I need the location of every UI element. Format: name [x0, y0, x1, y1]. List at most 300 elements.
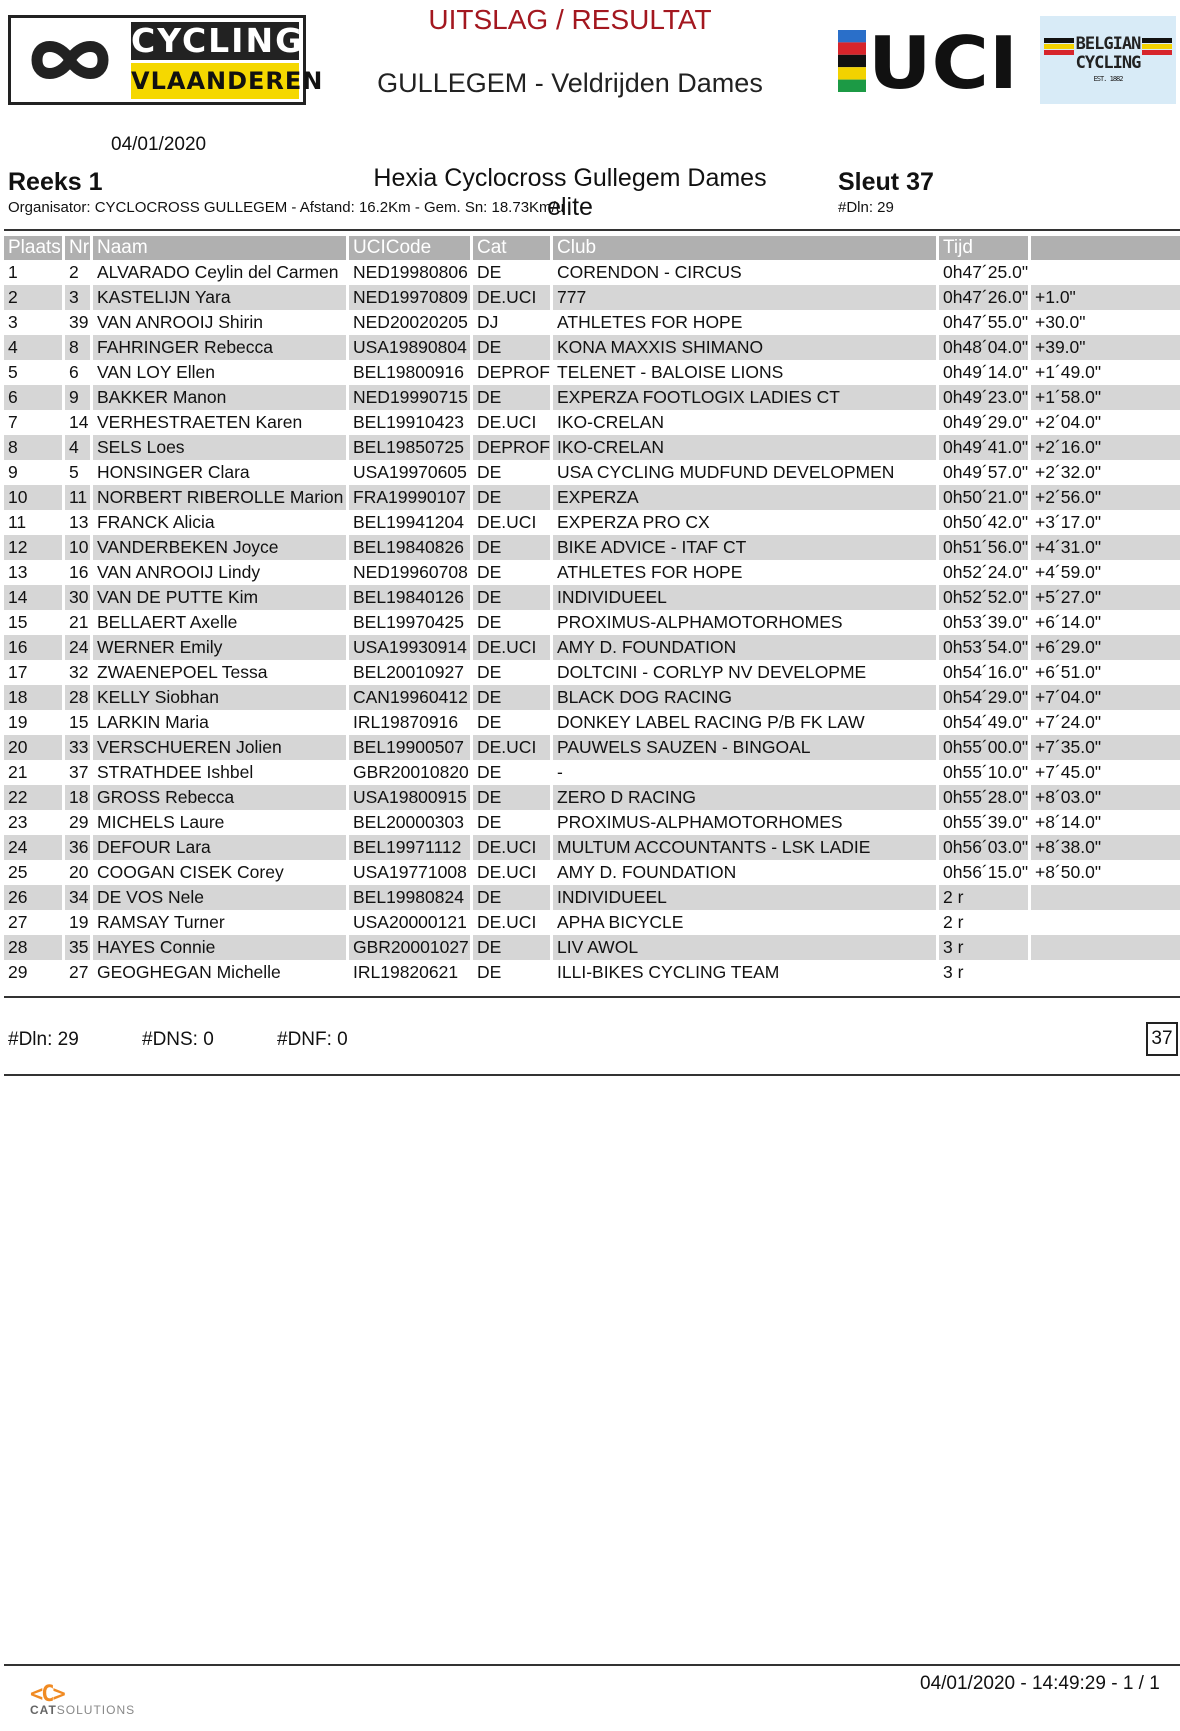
col-cat-cell: DE [473, 660, 553, 685]
col-tijd-cell: 0h54´16.0" [939, 660, 1031, 685]
col-naam-cell: STRATHDEE Ishbel [93, 760, 349, 785]
summary-dln: #Dln: 29 [8, 1029, 79, 1050]
col-cat-cell: DE.UCI [473, 860, 553, 885]
col-naam-cell: RAMSAY Turner [93, 910, 349, 935]
col-nr-cell: 8 [65, 335, 93, 360]
table-row [4, 285, 1180, 310]
col-gap-cell: +8´03.0" [1031, 785, 1180, 810]
col-tijd-cell: 0h49´41.0" [939, 435, 1031, 460]
col-cat-cell: DE [473, 485, 553, 510]
col-nr-cell: 34 [65, 885, 93, 910]
race-name: Hexia Cyclocross Gullegem Dames elite [373, 164, 767, 221]
col-tijd-cell: 3 r [939, 960, 1031, 985]
col-gap-cell: +8´50.0" [1035, 862, 1102, 882]
results-table [4, 236, 1180, 985]
col-plaats-cell: 2 [4, 285, 65, 310]
col-naam-header: Naam [93, 236, 349, 260]
col-gap-cell: +3´17.0" [1035, 512, 1102, 532]
table-row [4, 860, 1180, 885]
col-club-cell: EXPERZA [553, 485, 939, 510]
col-nr-cell: 32 [65, 660, 93, 685]
col-club-cell: IKO-CRELAN [553, 435, 939, 460]
col-naam-cell: VANDERBEKEN Joyce [93, 535, 349, 560]
col-naam-cell: ALVARADO Ceylin del Carmen [93, 260, 349, 285]
col-ucicode-cell: IRL19870916 [349, 710, 473, 735]
table-row [4, 560, 1180, 585]
col-cat-cell: DE [473, 335, 553, 360]
col-gap-cell: +30.0" [1035, 312, 1086, 332]
col-tijd-cell: 0h50´42.0" [939, 510, 1031, 535]
col-ucicode-header: UCICode [349, 236, 473, 260]
col-plaats-cell: 23 [4, 810, 65, 835]
col-tijd-cell: 0h49´14.0" [939, 360, 1031, 385]
col-plaats-cell: 15 [4, 610, 65, 635]
col-nr-cell: 36 [65, 835, 93, 860]
col-nr-cell: 16 [65, 560, 93, 585]
col-club-cell: ATHLETES FOR HOPE [553, 560, 939, 585]
table-row [4, 485, 1180, 510]
col-club-cell: CORENDON - CIRCUS [553, 260, 939, 285]
col-club-cell: INDIVIDUEEL [553, 885, 939, 910]
col-gap-cell: +7´24.0" [1035, 712, 1102, 732]
col-tijd-cell: 0h55´10.0" [939, 760, 1031, 785]
table-row [4, 410, 1180, 435]
col-tijd-cell: 0h49´29.0" [939, 410, 1031, 435]
col-tijd-cell: 0h47´55.0" [939, 310, 1031, 335]
col-ucicode-cell: GBR20001027 [349, 935, 473, 960]
table-row [4, 910, 1180, 935]
col-naam-cell: FAHRINGER Rebecca [93, 335, 349, 360]
col-ucicode-cell: NED19990715 [349, 385, 473, 410]
col-tijd-cell: 2 r [939, 885, 1031, 910]
col-nr-cell: 33 [65, 735, 93, 760]
col-gap-cell: +5´27.0" [1031, 585, 1180, 610]
col-nr-cell: 11 [65, 485, 93, 510]
col-club-cell: ILLI-BIKES CYCLING TEAM [553, 960, 939, 985]
col-nr-cell: 21 [65, 610, 93, 635]
table-row [4, 635, 1180, 660]
col-naam-cell: BAKKER Manon [93, 385, 349, 410]
table-row [4, 585, 1180, 610]
col-nr-cell: 4 [65, 435, 93, 460]
col-cat-cell: DE.UCI [473, 735, 553, 760]
table-row [4, 385, 1180, 410]
cycling-vlaanderen-logo [8, 15, 324, 105]
col-plaats-cell: 13 [4, 560, 65, 585]
col-nr-cell: 30 [65, 585, 93, 610]
col-naam-cell: VAN ANROOIJ Lindy [93, 560, 349, 585]
uci-logo-text: UCI [868, 30, 1018, 92]
col-naam-cell: VERSCHUEREN Jolien [93, 735, 349, 760]
col-gap-cell: +7´04.0" [1031, 685, 1180, 710]
col-naam-cell: COOGAN CISEK Corey [93, 860, 349, 885]
col-ucicode-cell: BEL19840826 [349, 535, 473, 560]
col-nr-cell: 14 [65, 410, 93, 435]
col-tijd-cell: 0h55´28.0" [939, 785, 1031, 810]
col-cat-cell: DE [473, 685, 553, 710]
col-tijd-header: Tijd [939, 236, 1031, 260]
col-plaats-cell: 16 [4, 635, 65, 660]
infinity-icon [15, 22, 125, 98]
col-cat-cell: DE.UCI [473, 410, 553, 435]
col-plaats-cell: 1 [4, 260, 65, 285]
table-row [4, 810, 1180, 835]
col-plaats-cell: 6 [4, 385, 65, 410]
uci-logo [838, 30, 1018, 92]
col-cat-cell: DE [473, 760, 553, 785]
col-club-cell: EXPERZA FOOTLOGIX LADIES CT [553, 385, 939, 410]
col-gap-header [1031, 236, 1180, 260]
col-club-cell: DOLTCINI - CORLYP NV DEVELOPME [553, 660, 939, 685]
col-club-cell: 777 [553, 285, 939, 310]
page-title: UITSLAG / RESULTAT [428, 4, 712, 35]
col-cat-cell: DJ [473, 310, 553, 335]
col-tijd-cell: 0h54´29.0" [939, 685, 1031, 710]
col-cat-cell: DE [473, 810, 553, 835]
col-naam-cell: LARKIN Maria [93, 710, 349, 735]
col-club-cell: AMY D. FOUNDATION [553, 635, 939, 660]
col-plaats-cell: 25 [4, 860, 65, 885]
col-cat-cell: DE [473, 385, 553, 410]
col-gap-cell: +1´58.0" [1031, 385, 1180, 410]
col-nr-cell: 18 [65, 785, 93, 810]
col-club-cell: PROXIMUS-ALPHAMOTORHOMES [553, 810, 939, 835]
col-tijd-cell: 2 r [939, 910, 1031, 935]
col-club-cell: ZERO D RACING [553, 785, 939, 810]
table-row [4, 935, 1180, 960]
col-tijd-cell: 0h53´39.0" [939, 610, 1031, 635]
col-club-cell: - [553, 760, 939, 785]
col-plaats-cell: 7 [4, 410, 65, 435]
col-ucicode-cell: IRL19820621 [349, 960, 473, 985]
table-row [4, 685, 1180, 710]
table-row [4, 960, 1180, 985]
col-plaats-cell: 10 [4, 485, 65, 510]
belgian-cycling-logo [1040, 16, 1176, 104]
col-gap-cell: +8´14.0" [1035, 812, 1102, 832]
col-cat-cell: DE [473, 560, 553, 585]
col-naam-cell: KASTELIJN Yara [93, 285, 349, 310]
table-row [4, 885, 1180, 910]
table-row [4, 335, 1180, 360]
col-nr-cell: 5 [65, 460, 93, 485]
col-cat-cell: DE.UCI [473, 910, 553, 935]
table-row [4, 710, 1180, 735]
col-cat-cell: DE.UCI [473, 835, 553, 860]
col-plaats-cell: 28 [4, 935, 65, 960]
col-gap-cell [1031, 910, 1180, 935]
col-tijd-cell: 0h51´56.0" [939, 535, 1031, 560]
col-naam-cell: HONSINGER Clara [93, 460, 349, 485]
col-cat-header: Cat [473, 236, 553, 260]
col-ucicode-cell: USA19800915 [349, 785, 473, 810]
bc-logo-line3: EST. 1882 [1093, 75, 1123, 83]
col-tijd-cell: 0h52´52.0" [939, 585, 1031, 610]
logo-word-cycling: CYCLING [131, 21, 305, 60]
col-plaats-cell: 3 [4, 310, 65, 335]
col-ucicode-cell: BEL19970425 [349, 610, 473, 635]
col-tijd-cell: 0h49´57.0" [939, 460, 1031, 485]
summary-dnf: #DNF: 0 [277, 1029, 348, 1050]
col-nr-cell: 37 [65, 760, 93, 785]
col-plaats-cell: 9 [4, 460, 65, 485]
col-plaats-cell: 29 [4, 960, 65, 985]
col-ucicode-cell: BEL20010927 [349, 660, 473, 685]
col-plaats-cell: 27 [4, 910, 65, 935]
col-plaats-cell: 18 [4, 685, 65, 710]
col-ucicode-cell: USA19890804 [349, 335, 473, 360]
col-gap-cell: +7´35.0" [1031, 735, 1180, 760]
bc-logo-line1: BELGIAN [1075, 34, 1141, 54]
table-bottom-divider [4, 996, 1180, 998]
col-club-cell: EXPERZA PRO CX [553, 510, 939, 535]
col-ucicode-cell: USA19771008 [349, 860, 473, 885]
table-row [4, 735, 1180, 760]
col-gap-cell [1031, 885, 1180, 910]
col-plaats-cell: 26 [4, 885, 65, 910]
event-subtitle: GULLEGEM - Veldrijden Dames [377, 68, 763, 98]
col-ucicode-cell: GBR20010820 [349, 760, 473, 785]
col-ucicode-cell: BEL19971112 [349, 835, 473, 860]
col-club-cell: BLACK DOG RACING [553, 685, 939, 710]
table-body [4, 260, 1180, 985]
table-row [4, 660, 1180, 685]
col-club-cell: USA CYCLING MUDFUND DEVELOPMEN [553, 460, 939, 485]
col-naam-cell: VAN ANROOIJ Shirin [93, 310, 349, 335]
table-row [4, 460, 1180, 485]
table-row [4, 610, 1180, 635]
col-gap-cell: +2´04.0" [1035, 412, 1102, 432]
col-nr-cell: 2 [65, 260, 93, 285]
col-nr-cell: 20 [65, 860, 93, 885]
sleut-label: Sleut 37 [838, 168, 934, 196]
col-cat-cell: DE [473, 535, 553, 560]
catsolutions-rest: SOLUTIONS [56, 1703, 136, 1717]
col-plaats-cell: 5 [4, 360, 65, 385]
col-gap-cell: +6´14.0" [1035, 612, 1102, 632]
col-plaats-cell: 8 [4, 435, 65, 460]
col-plaats-cell: 14 [4, 585, 65, 610]
col-gap-cell: +7´45.0" [1035, 762, 1102, 782]
col-ucicode-cell: USA20000121 [349, 910, 473, 935]
col-ucicode-cell: BEL20000303 [349, 810, 473, 835]
col-ucicode-cell: BEL19941204 [349, 510, 473, 535]
col-naam-cell: SELS Loes [93, 435, 349, 460]
col-plaats-cell: 24 [4, 835, 65, 860]
col-cat-cell: DEPROF [473, 435, 553, 460]
col-plaats-cell: 19 [4, 710, 65, 735]
table-row [4, 310, 1180, 335]
table-row [4, 785, 1180, 810]
col-plaats-cell: 21 [4, 760, 65, 785]
col-gap-cell: +2´32.0" [1035, 462, 1102, 482]
col-plaats-cell: 11 [4, 510, 65, 535]
col-ucicode-cell: NED19980806 [349, 260, 473, 285]
col-ucicode-cell: BEL19900507 [349, 735, 473, 760]
col-nr-cell: 10 [65, 535, 93, 560]
col-nr-cell: 9 [65, 385, 93, 410]
col-ucicode-cell: BEL19850725 [349, 435, 473, 460]
table-row [4, 535, 1180, 560]
col-cat-cell: DE [473, 935, 553, 960]
col-cat-cell: DE [473, 710, 553, 735]
col-nr-cell: 15 [65, 710, 93, 735]
col-tijd-cell: 0h56´03.0" [939, 835, 1031, 860]
col-plaats-cell: 4 [4, 335, 65, 360]
race-date: 04/01/2020 [111, 134, 207, 155]
col-naam-cell: DE VOS Nele [93, 885, 349, 910]
catsolutions-symbol: <C> [30, 1682, 64, 1707]
page-number-box: 37 [1146, 1022, 1178, 1056]
col-tijd-cell: 0h53´54.0" [939, 635, 1031, 660]
col-ucicode-cell: FRA19990107 [349, 485, 473, 510]
col-cat-cell: DE [473, 460, 553, 485]
col-club-cell: IKO-CRELAN [553, 410, 939, 435]
col-gap-cell: +4´31.0" [1031, 535, 1180, 560]
col-gap-cell: +6´29.0" [1031, 635, 1180, 660]
col-club-cell: AMY D. FOUNDATION [553, 860, 939, 885]
table-header-row [4, 236, 1180, 260]
logo-word-vlaanderen: VLAANDEREN [131, 63, 299, 99]
col-nr-cell: 28 [65, 685, 93, 710]
col-cat-cell: DEPROF [473, 360, 553, 385]
table-row [4, 760, 1180, 785]
col-ucicode-cell: BEL19800916 [349, 360, 473, 385]
col-club-cell: MULTUM ACCOUNTANTS - LSK LADIE [553, 835, 939, 860]
footer-timestamp: 04/01/2020 - 14:49:29 - 1 / 1 [920, 1673, 1160, 1694]
col-tijd-cell: 3 r [939, 935, 1031, 960]
col-nr-cell: 3 [65, 285, 93, 310]
col-naam-cell: BELLAERT Axelle [93, 610, 349, 635]
col-gap-cell: +2´16.0" [1031, 435, 1180, 460]
col-nr-cell: 6 [65, 360, 93, 385]
col-naam-cell: VERHESTRAETEN Karen [93, 410, 349, 435]
col-nr-cell: 29 [65, 810, 93, 835]
table-row [4, 435, 1180, 460]
col-naam-cell: GEOGHEGAN Michelle [93, 960, 349, 985]
col-cat-cell: DE [473, 610, 553, 635]
catsolutions-logo [30, 1682, 135, 1717]
col-cat-cell: DE.UCI [473, 285, 553, 310]
col-gap-cell [1031, 935, 1180, 960]
col-gap-cell: +4´59.0" [1035, 562, 1102, 582]
table-row [4, 360, 1180, 385]
col-club-cell: PAUWELS SAUZEN - BINGOAL [553, 735, 939, 760]
table-row [4, 510, 1180, 535]
col-club-cell: BIKE ADVICE - ITAF CT [553, 535, 939, 560]
col-ucicode-cell: NED20020205 [349, 310, 473, 335]
reeks-label: Reeks 1 [8, 168, 103, 196]
col-club-header: Club [553, 236, 939, 260]
col-club-cell: TELENET - BALOISE LIONS [553, 360, 939, 385]
col-plaats-header: Plaats [4, 236, 65, 260]
col-gap-cell: +1.0" [1031, 285, 1180, 310]
col-ucicode-cell: USA19970605 [349, 460, 473, 485]
col-cat-cell: DE [473, 585, 553, 610]
col-gap-cell: +8´38.0" [1031, 835, 1180, 860]
footer-divider [4, 1664, 1180, 1666]
col-ucicode-cell: BEL19840126 [349, 585, 473, 610]
col-naam-cell: GROSS Rebecca [93, 785, 349, 810]
col-club-cell: PROXIMUS-ALPHAMOTORHOMES [553, 610, 939, 635]
col-nr-header: Nr [65, 236, 93, 260]
col-nr-cell: 35 [65, 935, 93, 960]
col-club-cell: INDIVIDUEEL [553, 585, 939, 610]
col-gap-cell [1031, 960, 1180, 985]
col-cat-cell: DE.UCI [473, 510, 553, 535]
col-gap-cell: +2´56.0" [1031, 485, 1180, 510]
col-naam-cell: KELLY Siobhan [93, 685, 349, 710]
col-gap-cell: +1´49.0" [1035, 362, 1102, 382]
col-ucicode-cell: CAN19960412 [349, 685, 473, 710]
col-naam-cell: FRANCK Alicia [93, 510, 349, 535]
table-row [4, 260, 1180, 285]
col-cat-cell: DE [473, 885, 553, 910]
col-club-cell: LIV AWOL [553, 935, 939, 960]
col-plaats-cell: 12 [4, 535, 65, 560]
col-cat-cell: DE [473, 785, 553, 810]
col-cat-cell: DE [473, 260, 553, 285]
col-ucicode-cell: USA19930914 [349, 635, 473, 660]
col-tijd-cell: 0h50´21.0" [939, 485, 1031, 510]
col-club-cell: DONKEY LABEL RACING P/B FK LAW [553, 710, 939, 735]
col-naam-cell: MICHELS Laure [93, 810, 349, 835]
col-cat-cell: DE [473, 960, 553, 985]
col-naam-cell: NORBERT RIBEROLLE Marion [93, 485, 349, 510]
col-tijd-cell: 0h56´15.0" [939, 860, 1031, 885]
col-gap-cell: +39.0" [1031, 335, 1180, 360]
col-club-cell: KONA MAXXIS SHIMANO [553, 335, 939, 360]
col-naam-cell: HAYES Connie [93, 935, 349, 960]
col-club-cell: APHA BICYCLE [553, 910, 939, 935]
col-tijd-cell: 0h52´24.0" [939, 560, 1031, 585]
col-plaats-cell: 22 [4, 785, 65, 810]
col-tijd-cell: 0h49´23.0" [939, 385, 1031, 410]
col-ucicode-cell: NED19960708 [349, 560, 473, 585]
col-tijd-cell: 0h55´00.0" [939, 735, 1031, 760]
col-nr-cell: 24 [65, 635, 93, 660]
col-nr-cell: 27 [65, 960, 93, 985]
col-gap-cell: +6´51.0" [1035, 662, 1102, 682]
col-tijd-cell: 0h47´25.0" [939, 260, 1031, 285]
col-nr-cell: 13 [65, 510, 93, 535]
col-nr-cell: 39 [65, 310, 93, 335]
bc-logo-line2: CYCLING [1075, 53, 1141, 73]
col-ucicode-cell: BEL19980824 [349, 885, 473, 910]
col-naam-cell: ZWAENEPOEL Tessa [93, 660, 349, 685]
col-plaats-cell: 17 [4, 660, 65, 685]
participant-count: #Dln: 29 [838, 199, 894, 216]
header-divider [4, 229, 1180, 231]
col-tijd-cell: 0h47´26.0" [939, 285, 1031, 310]
col-plaats-cell: 20 [4, 735, 65, 760]
summary-dns: #DNS: 0 [142, 1029, 214, 1050]
col-naam-cell: WERNER Emily [93, 635, 349, 660]
col-ucicode-cell: NED19970809 [349, 285, 473, 310]
organizer-info: Organisator: CYCLOCROSS GULLEGEM - Afstand: 16.2Km - Gem. Sn: 18.73Km/u [8, 199, 565, 216]
col-naam-cell: VAN DE PUTTE Kim [93, 585, 349, 610]
col-naam-cell: VAN LOY Ellen [93, 360, 349, 385]
col-ucicode-cell: BEL19910423 [349, 410, 473, 435]
col-gap-cell [1031, 260, 1180, 285]
col-tijd-cell: 0h55´39.0" [939, 810, 1031, 835]
table-row [4, 835, 1180, 860]
col-cat-cell: DE.UCI [473, 635, 553, 660]
col-tijd-cell: 0h54´49.0" [939, 710, 1031, 735]
catsolutions-bold: CAT [30, 1703, 57, 1717]
col-nr-cell: 19 [65, 910, 93, 935]
summary-divider [4, 1074, 1180, 1076]
